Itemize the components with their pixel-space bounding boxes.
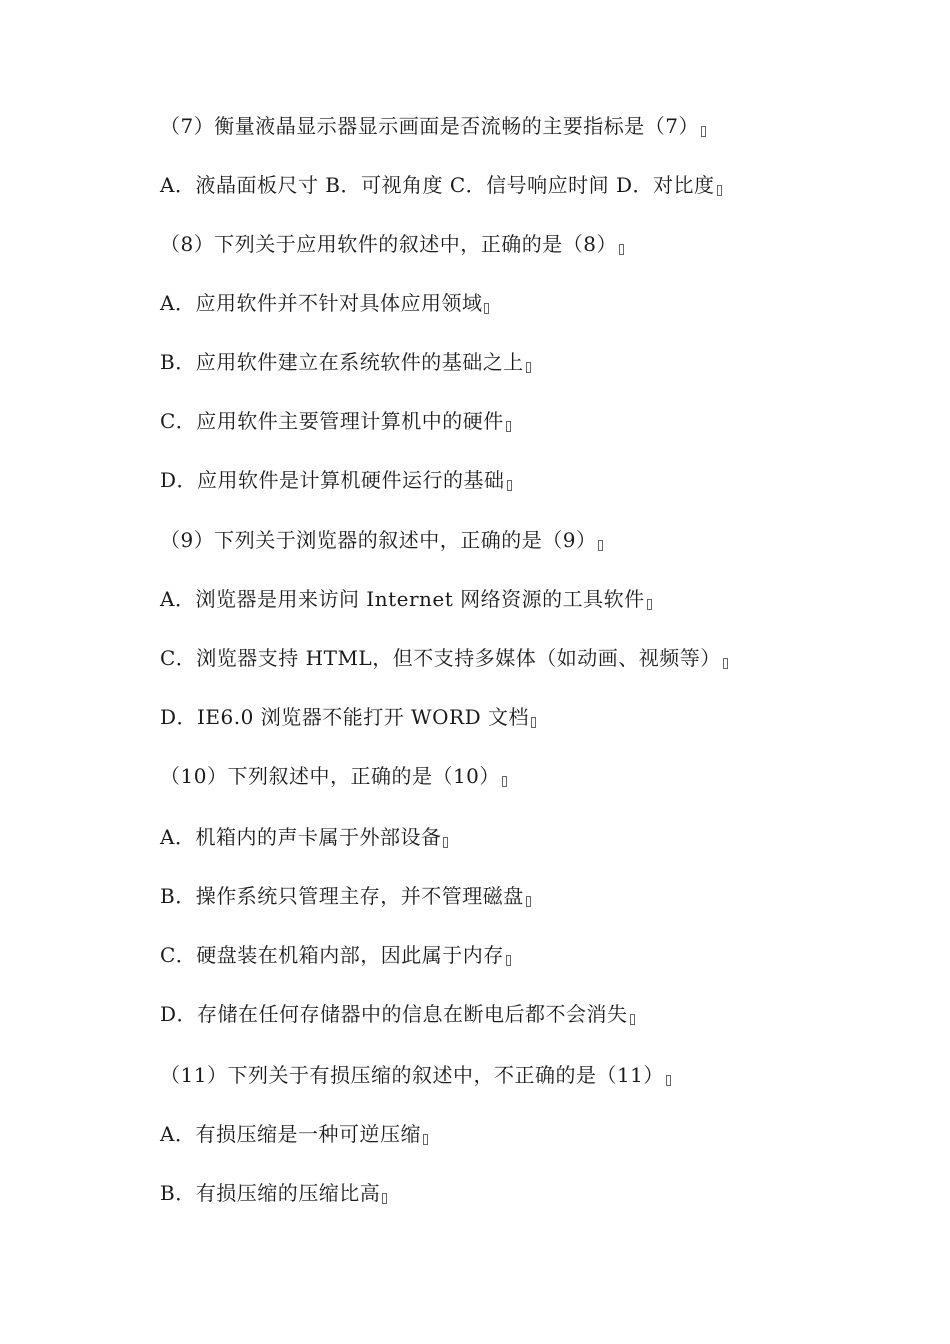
option-text: A．应用软件并不针对具体应用领域 <box>160 291 483 315</box>
option-text: A．机箱内的声卡属于外部设备 <box>160 825 442 849</box>
option-text: D．IE6.0 浏览器不能打开 WORD 文档 <box>160 705 529 729</box>
options-text: A．液晶面板尺寸 B．可视角度 C．信号响应时间 D．对比度 <box>160 173 715 197</box>
option-text: A．有损压缩是一种可逆压缩 <box>160 1122 421 1146</box>
paragraph-mark-icon <box>526 896 531 907</box>
question-11-text: （11）下列关于有损压缩的叙述中，不正确的是（11） <box>160 1063 664 1087</box>
paragraph-mark-icon <box>423 1134 428 1145</box>
paragraph-mark-icon <box>701 126 706 137</box>
paragraph-mark-icon <box>647 599 652 610</box>
paragraph-mark-icon <box>717 185 722 196</box>
question-10 <box>160 762 507 790</box>
option-d <box>160 466 512 494</box>
option-b <box>160 882 531 910</box>
paragraph-mark-icon <box>598 540 603 551</box>
option-text: B．操作系统只管理主存，并不管理磁盘 <box>160 884 524 908</box>
option-text: D．存储在任何存储器中的信息在断电后都不会消失 <box>160 1002 628 1026</box>
option-text: D．应用软件是计算机硬件运行的基础 <box>160 468 505 492</box>
option-b <box>160 1179 387 1207</box>
question-9 <box>160 526 603 554</box>
option-a <box>160 1120 428 1148</box>
paragraph-mark-icon <box>723 658 728 669</box>
question-9-text: （9）下列关于浏览器的叙述中，正确的是（9） <box>160 528 597 552</box>
paragraph-mark-icon <box>382 1193 387 1204</box>
option-c <box>160 644 728 672</box>
question-8 <box>160 230 624 258</box>
option-d <box>160 703 536 731</box>
question-7-text: （7）衡量液晶显示器显示画面是否流畅的主要指标是（7） <box>160 114 699 138</box>
paragraph-mark-icon <box>526 362 531 373</box>
question-7-options <box>160 171 722 199</box>
question-11 <box>160 1061 671 1089</box>
question-7 <box>160 112 706 140</box>
question-10-text: （10）下列叙述中，正确的是（10） <box>160 764 500 788</box>
paragraph-mark-icon <box>507 480 512 491</box>
paragraph-mark-icon <box>502 776 507 787</box>
option-text: C．硬盘装在机箱内部，因此属于内存 <box>160 943 504 967</box>
option-text: B．应用软件建立在系统软件的基础之上 <box>160 350 524 374</box>
option-d <box>160 1000 635 1028</box>
paragraph-mark-icon <box>630 1014 635 1025</box>
option-a <box>160 823 448 851</box>
option-b <box>160 348 531 376</box>
option-text: C．浏览器支持 HTML，但不支持多媒体（如动画、视频等） <box>160 646 721 670</box>
option-a <box>160 585 652 613</box>
paragraph-mark-icon <box>531 717 536 728</box>
paragraph-mark-icon <box>443 837 448 848</box>
option-c <box>160 407 511 435</box>
option-text: A．浏览器是用来访问 Internet 网络资源的工具软件 <box>160 587 645 611</box>
paragraph-mark-icon <box>506 421 511 432</box>
option-c <box>160 941 511 969</box>
option-text: C．应用软件主要管理计算机中的硬件 <box>160 409 504 433</box>
paragraph-mark-icon <box>619 244 624 255</box>
paragraph-mark-icon <box>666 1075 671 1086</box>
option-a <box>160 289 489 317</box>
option-text: B．有损压缩的压缩比高 <box>160 1181 381 1205</box>
question-8-text: （8）下列关于应用软件的叙述中，正确的是（8） <box>160 232 617 256</box>
paragraph-mark-icon <box>506 955 511 966</box>
paragraph-mark-icon <box>484 303 489 314</box>
